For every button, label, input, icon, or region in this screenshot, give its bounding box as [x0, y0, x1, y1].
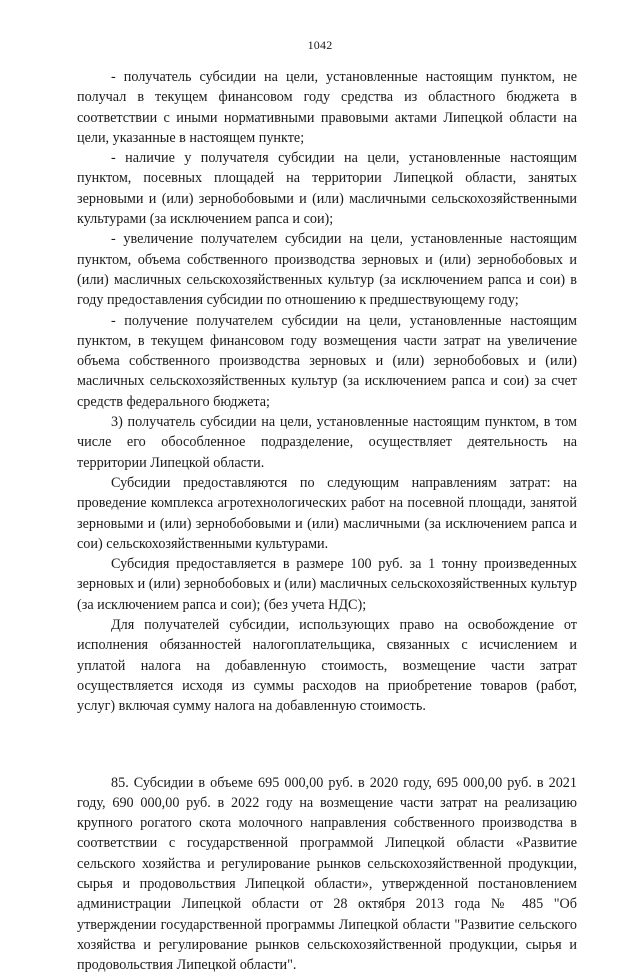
paragraph-condition-production-increase: - увеличение получателем субсидии на цели, установленные настоящим пунктом, объема собственного производства зерновых и (или) зернобобовых и (или) масличных сельскохозяйственных культур (за исключением рапса и сои) в году предоставления субсидии по отношению к предшествующему году; — [77, 229, 577, 310]
paragraph-section-85: 85. Субсидии в объеме 695 000,00 руб. в 2020 году, 695 000,00 руб. в 2021 году, 690 000,00 руб. в 2022 году на возмещение части затрат на реализацию крупного рогатого скота молочного направления собственного производства в соответствии с государственной программой Липецкой области «Развитие сельского хозяйства и регулирование рынков сельскохозяйственной продукции, сырья и продовольствия Липецкой области», утвержденной постановлением администрации Липецкой области от 28 октября 2013 года № 485 "Об утверждении государственной программы Липецкой области "Развитие сельского хозяйства и регулирование рынков сельскохозяйственной продукции, сырья и продовольствия Липецкой области". — [77, 773, 577, 975]
section-spacer — [77, 717, 577, 773]
page-number: 1042 — [0, 38, 640, 53]
paragraph-condition-no-other-funds: - получатель субсидии на цели, установленные настоящим пунктом, не получал в текущем финансовом году средства из областного бюджета в соответствии с иными нормативными правовыми актами Липецкой области на цели, указанные в настоящем пункте; — [77, 67, 577, 148]
paragraph-vat-exemption: Для получателей субсидии, использующих право на освобождение от исполнения обязанностей налогоплательщика, связанных с исчислением и уплатой налога на добавленную стоимость, возмещение части затрат осуществляется исходя из суммы расходов на приобретение товаров (работ, услуг) включая сумму налога на добавленную стоимость. — [77, 615, 577, 716]
paragraph-item-3-territory: 3) получатель субсидии на цели, установленные настоящим пунктом, в том числе его обособленное подразделение, осуществляет деятельность на территории Липецкой области. — [77, 412, 577, 473]
document-body — [77, 67, 577, 975]
paragraph-condition-federal-reimbursement: - получение получателем субсидии на цели, установленные настоящим пунктом, в текущем финансовом году возмещения части затрат на увеличение объема собственного производства зерновых и (или) зернобобовых и (или) масличных сельскохозяйственных культур (за исключением рапса и сои) за счет средств федерального бюджета; — [77, 311, 577, 412]
paragraph-subsidy-rate: Субсидия предоставляется в размере 100 руб. за 1 тонну произведенных зерновых и (или) зернобобовых и (или) масличных сельскохозяйственных культур (за исключением рапса и сои); (без учета НДС); — [77, 554, 577, 615]
paragraph-cost-directions: Субсидии предоставляются по следующим направлениям затрат: на проведение комплекса агротехнологических работ на посевной площади, занятой зерновыми и (или) зернобобовыми и (или) масличными (за исключением рапса и сои) сельскохозяйственными культурами. — [77, 473, 577, 554]
paragraph-condition-sown-areas: - наличие у получателя субсидии на цели, установленные настоящим пунктом, посевных площадей на территории Липецкой области, занятых зерновыми и (или) зернобобовыми и (или) масличными сельскохозяйственными культурами (за исключением рапса и сои); — [77, 148, 577, 229]
